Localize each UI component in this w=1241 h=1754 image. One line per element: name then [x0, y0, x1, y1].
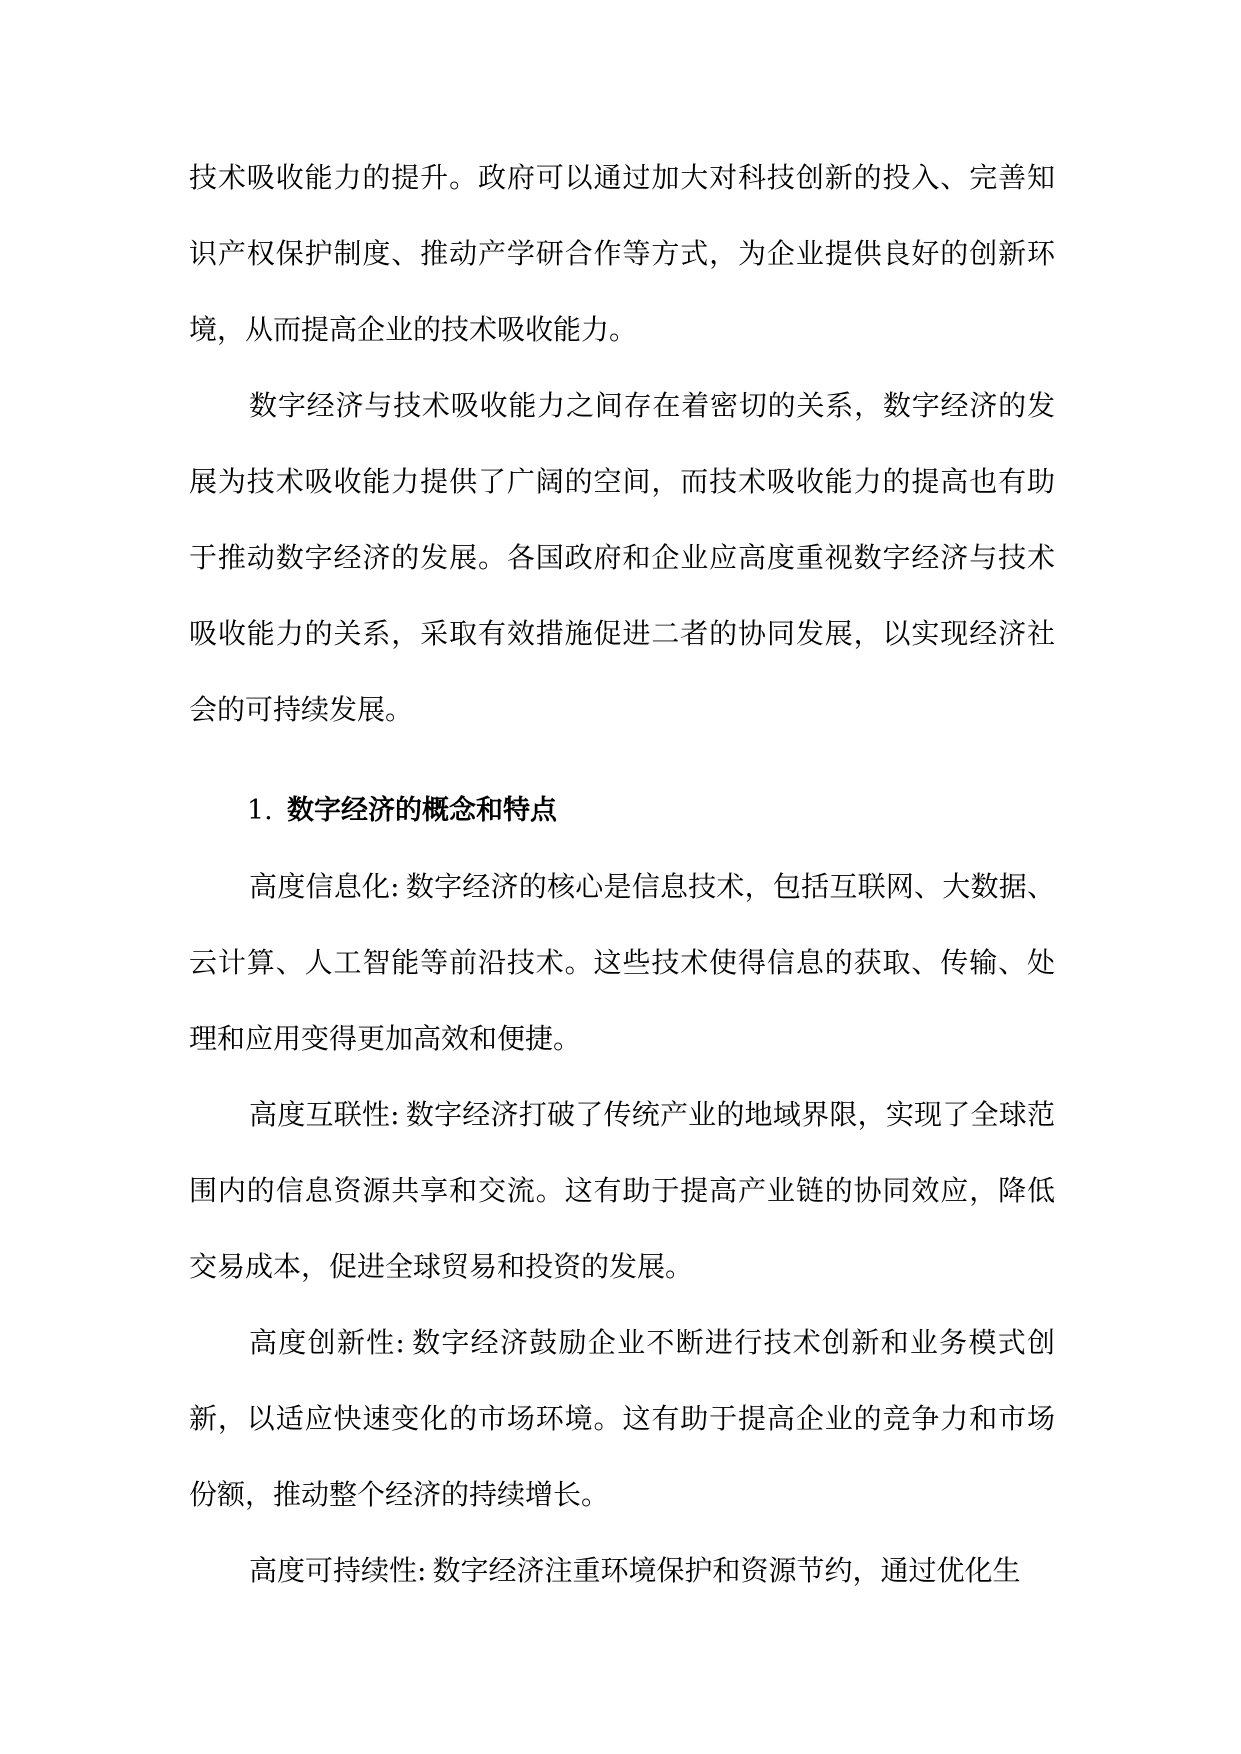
feature-term: 高度创新性:: [249, 1326, 405, 1359]
feature-paragraph-innovation: [189, 1305, 1055, 1533]
document-body: [189, 140, 1055, 1609]
feature-text: 数字经济打破了传统产业的地域界限，实现了全球范围内的信息资源共享和交流。这有助于提高产业链的协同效应，降低交易成本，促进全球贸易和投资的发展。: [189, 1098, 1055, 1283]
feature-term: 高度信息化:: [249, 870, 400, 903]
feature-paragraph-sustainability: [189, 1533, 1055, 1609]
feature-text: 数字经济鼓励企业不断进行技术创新和业务模式创新，以适应快速变化的市场环境。这有助于提高企业的竞争力和市场份额，推动整个经济的持续增长。: [189, 1326, 1055, 1511]
section-number: 1.: [247, 795, 273, 826]
paragraph-continuation: 技术吸收能力的提升。政府可以通过加大对科技创新的投入、完善知识产权保护制度、推动产学研合作等方式，为企业提供良好的创新环境，从而提高企业的技术吸收能力。: [189, 161, 1055, 346]
feature-term: 高度互联性:: [249, 1098, 400, 1131]
feature-paragraph-informatization: [189, 849, 1055, 1077]
section-heading: [189, 773, 1055, 849]
feature-text: 数字经济注重环境保护和资源节约，通过优化生: [432, 1554, 1021, 1587]
feature-paragraph-interconnectivity: [189, 1077, 1055, 1305]
feature-text: 数字经济的核心是信息技术，包括互联网、大数据、云计算、人工智能等前沿技术。这些技术使得信息的获取、传输、处理和应用变得更加高效和便捷。: [189, 870, 1055, 1055]
section-title: 数字经济的概念和特点: [287, 795, 557, 826]
paragraph-relationship: 数字经济与技术吸收能力之间存在着密切的关系，数字经济的发展为技术吸收能力提供了广阔的空间，而技术吸收能力的提高也有助于推动数字经济的发展。各国政府和企业应高度重视数字经济与技术吸收能力的关系，采取有效措施促进二者的协同发展，以实现经济社会的可持续发展。: [189, 389, 1055, 726]
feature-term: 高度可持续性:: [249, 1554, 427, 1587]
